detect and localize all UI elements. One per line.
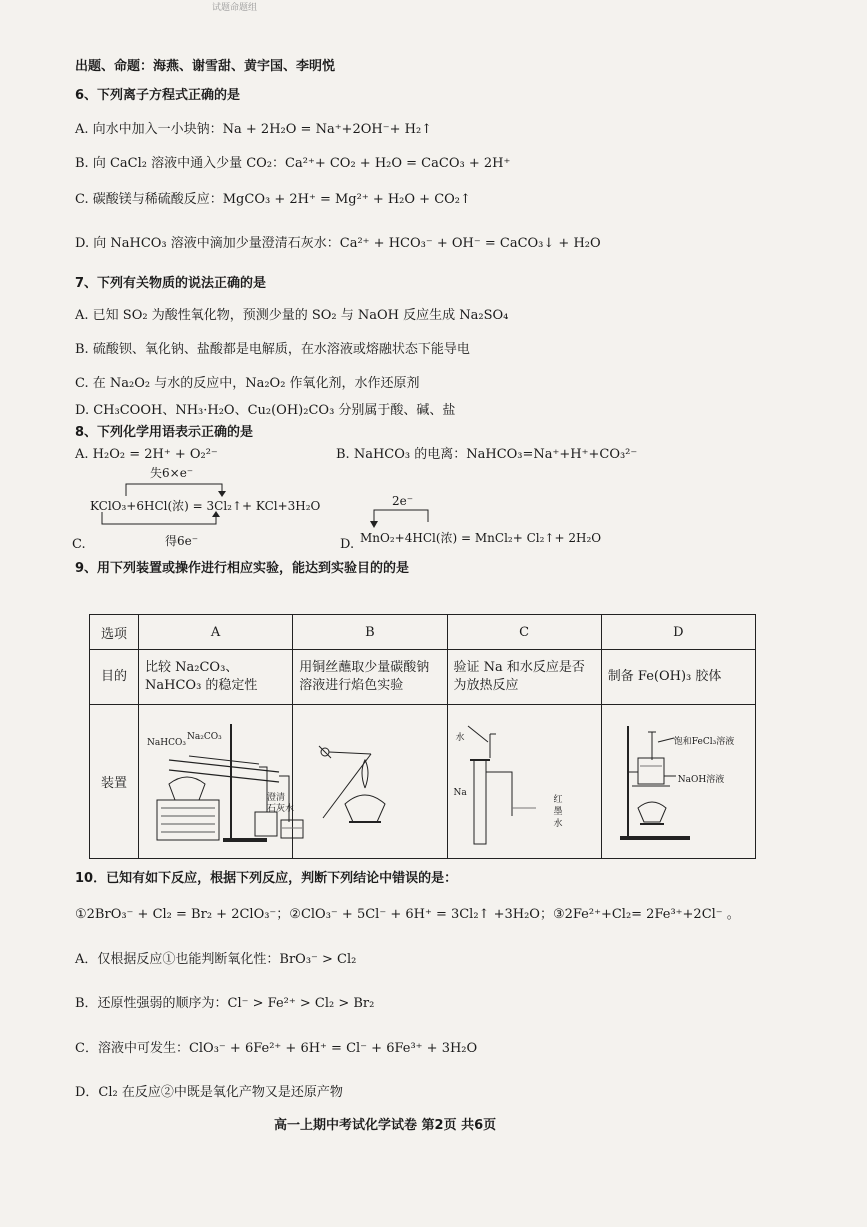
q8-stem: 8、下列化学用语表示正确的是 (75, 425, 254, 440)
apparatus-b-drawing (293, 712, 433, 852)
header-mark: 试题命题组 (212, 3, 258, 13)
q7-option-b: B. 硫酸钡、氧化钠、盐酸都是电解质，在水溶液或熔融状态下能导电 (75, 342, 470, 357)
q10-option-d: D．Cl₂ 在反应②中既是氧化产物又是还原产物 (75, 1085, 343, 1100)
apparatus-a-label-na2co3: Na₂CO₃ (187, 731, 222, 742)
apparatus-a-label-limewater: 石灰水 (267, 803, 295, 814)
apparatus-a-label-clear: 澄清 (267, 792, 286, 803)
purpose-b: 用铜丝蘸取少量碳酸钠溶液进行焰色实验 (293, 650, 447, 705)
q7-option-a: A. 已知 SO₂ 为酸性氧化物，预测少量的 SO₂ 与 NaOH 反应生成 Na₂SO₄ (75, 308, 509, 323)
q8-c-top-label: 失6×e⁻ (150, 466, 194, 480)
q8-d-top-label: 2e⁻ (392, 494, 414, 508)
q8-option-c-label: C. (72, 537, 86, 552)
q8-option-b: B. NaHCO₃ 的电离：NaHCO₃=Na⁺+H⁺+CO₃²⁻ (336, 447, 638, 462)
table-header-c: C (447, 615, 601, 650)
purpose-a: 比较 Na₂CO₃、NaHCO₃ 的稳定性 (139, 650, 293, 705)
q10-stem: 10．已知有如下反应，根据下列反应，判断下列结论中错误的是： (75, 871, 458, 886)
q6-option-d: D. 向 NaHCO₃ 溶液中滴加少量澄清石灰水：Ca²⁺ + HCO₃⁻ + OH⁻ = CaCO₃↓ + H₂O (75, 236, 601, 251)
apparatus-row-label: 装置 (90, 705, 139, 859)
q8-d-equation: MnO₂+4HCl(浓) = MnCl₂+ Cl₂↑+ 2H₂O (360, 531, 602, 545)
apparatus-c (447, 705, 601, 859)
q6-option-a: A. 向水中加入一小块钠：Na + 2H₂O = Na⁺+2OH⁻+ H₂↑ (75, 122, 433, 137)
q10-option-c: C．溶液中可发生：ClO₃⁻ + 6Fe²⁺ + 6H⁺ = Cl⁻ + 6Fe³⁺ + 3H₂O (75, 1041, 478, 1056)
table-header-a: A (139, 615, 293, 650)
q7-option-c: C. 在 Na₂O₂ 与水的反应中，Na₂O₂ 作氧化剂，水作还原剂 (75, 376, 420, 391)
apparatus-c-label-ink: 墨 (553, 806, 563, 817)
q6-stem: 6、下列离子方程式正确的是 (75, 88, 241, 103)
q10-reactions: ①2BrO₃⁻ + Cl₂ = Br₂ + 2ClO₃⁻；②ClO₃⁻ + 5Cl⁻ + 6H⁺ = 3Cl₂↑ +3H₂O；③2Fe²⁺+Cl₂= 2Fe³⁺+2Cl⁻ 。 (75, 907, 740, 922)
apparatus-c-label-water2: 水 (553, 818, 563, 829)
q10-option-a: A．仅根据反应①也能判断氧化性：BrO₃⁻ > Cl₂ (75, 952, 357, 967)
authors-line: 出题、命题：海燕、谢雪甜、黄宇国、李明悦 (75, 59, 336, 74)
apparatus-a-drawing (139, 712, 314, 852)
purpose-c: 验证 Na 和水反应是否为放热反应 (447, 650, 601, 705)
apparatus-d (601, 705, 755, 859)
table-header-option: 选项 (90, 615, 139, 650)
table-header-d: D (601, 615, 755, 650)
apparatus-a (139, 705, 293, 859)
q8-option-a: A. H₂O₂ = 2H⁺ + O₂²⁻ (75, 447, 218, 462)
q8-c-bottom-label: 得6e⁻ (165, 534, 199, 548)
q8-c-equation: KClO₃+6HCl(浓) = 3Cl₂↑+ KCl+3H₂O (90, 499, 321, 513)
q9-options-table (89, 614, 756, 859)
purpose-d: 制备 Fe(OH)₃ 胶体 (601, 650, 755, 705)
apparatus-d-label-naoh: NaOH溶液 (677, 774, 725, 785)
apparatus-b (293, 705, 447, 859)
q7-option-d: D. CH₃COOH、NH₃·H₂O、Cu₂(OH)₂CO₃ 分别属于酸、碱、盐 (75, 403, 456, 418)
apparatus-c-label-water: 水 (455, 732, 465, 743)
apparatus-c-label-na: Na (453, 787, 467, 798)
page-footer: 高一上期中考试化学试卷 第2页 共6页 (274, 1118, 497, 1133)
q6-option-c: C. 碳酸镁与稀硫酸反应：MgCO₃ + 2H⁺ = Mg²⁺ + H₂O + CO₂↑ (75, 192, 471, 207)
q6-option-b: B. 向 CaCl₂ 溶液中通入少量 CO₂：Ca²⁺+ CO₂ + H₂O = CaCO₃ + 2H⁺ (75, 156, 511, 171)
apparatus-a-label-nahco3: NaHCO₃ (147, 737, 186, 748)
q8-option-d-label: D. (340, 537, 355, 552)
q10-option-b: B．还原性强弱的顺序为：Cl⁻ > Fe²⁺ > Cl₂ > Br₂ (75, 996, 375, 1011)
apparatus-c-label-red: 红 (553, 794, 563, 805)
table-header-b: B (293, 615, 447, 650)
q9-stem: 9、用下列装置或操作进行相应实验，能达到实验目的的是 (75, 561, 410, 576)
apparatus-d-label-fecl3: 饱和FeCl₃溶液 (673, 736, 735, 747)
apparatus-c-drawing (448, 712, 588, 852)
purpose-row-label: 目的 (90, 650, 139, 705)
q7-stem: 7、下列有关物质的说法正确的是 (75, 276, 267, 291)
